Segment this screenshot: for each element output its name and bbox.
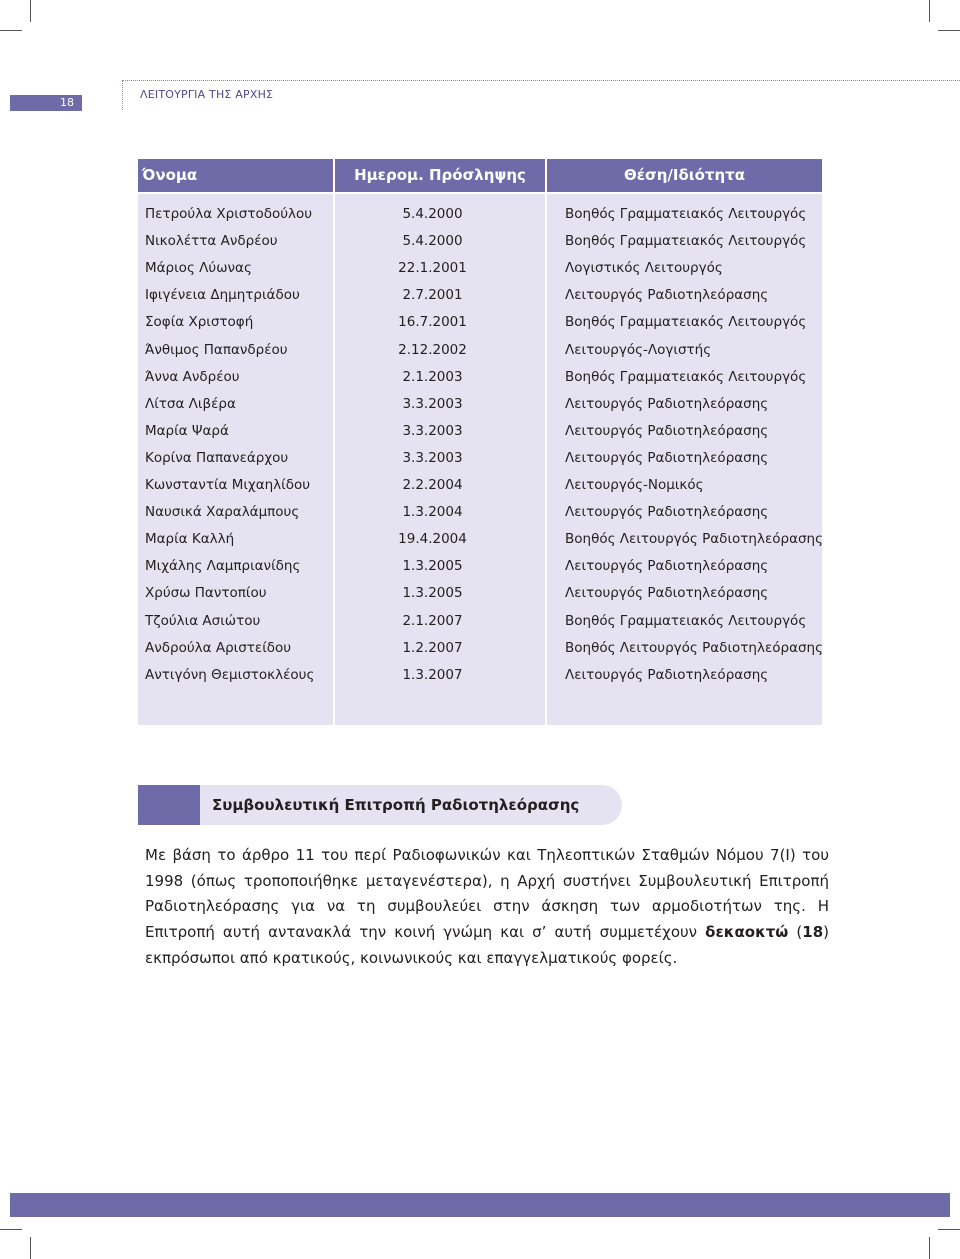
crop-mark xyxy=(30,1237,31,1259)
cell-position: Βοηθός Λειτουργός Ραδιοτηλεόρασης xyxy=(565,531,824,548)
cell-name: Μάριος Λύωνας xyxy=(145,260,252,277)
paragraph-bold-number: 18 xyxy=(802,923,824,942)
cell-hire-date: 19.4.2004 xyxy=(398,531,467,548)
table-row xyxy=(138,228,822,255)
cell-position: Βοηθός Γραμματειακός Λειτουργός xyxy=(565,368,807,385)
cell-hire-date: 22.1.2001 xyxy=(398,260,467,277)
cell-hire-date: 2.12.2002 xyxy=(398,341,467,358)
cell-name: Κορίνα Παπανεάρχου xyxy=(145,449,289,466)
header-rule xyxy=(122,80,960,81)
cell-position: Βοηθός Γραμματειακός Λειτουργός xyxy=(565,206,807,222)
table-row xyxy=(138,391,822,418)
table-row xyxy=(138,553,822,580)
cell-name: Χρύσω Παντοπίου xyxy=(145,585,267,602)
cell-position: Λειτουργός Ραδιοτηλεόρασης xyxy=(565,585,769,602)
cell-hire-date: 2.1.2003 xyxy=(402,368,463,385)
paragraph-text: Με βάση το άρθρο 11 του περί Ραδιοφωνικών και Τηλεοπτικών Σταθμών Νόμου 7(Ι) του 1998 (όπως τροποποιήθηκε μεταγενέστερα), η Αρχή συστήνει Συμβουλευτική Επιτροπή Ραδιοτηλεόρασης για να τη συμβουλεύει στην άσκηση των αρμοδιοτήτων της. Η Επιτροπή αυτή αντανακλά την κοινή γνώμη και σ’ αυτή συμμετέχουν xyxy=(145,846,829,942)
cell-name: Ανδρούλα Αριστείδου xyxy=(145,639,292,656)
table-row xyxy=(138,201,822,228)
cell-position: Λειτουργός Ραδιοτηλεόρασης xyxy=(565,558,769,575)
cell-hire-date: 3.3.2003 xyxy=(402,422,463,439)
cell-hire-date: 3.3.2003 xyxy=(402,449,463,466)
cell-position: Λειτουργός Ραδιοτηλεόρασης xyxy=(565,504,769,521)
cell-name: Νικολέττα Ανδρέου xyxy=(145,233,278,250)
crop-mark xyxy=(0,1229,22,1230)
cell-name: Άνθιμος Παπανδρέου xyxy=(145,341,288,358)
cell-position: Λειτουργός Ραδιοτηλεόρασης xyxy=(565,395,769,412)
cell-name: Ιφιγένεια Δημητριάδου xyxy=(145,287,300,304)
paragraph-bold-word: δεκαοκτώ xyxy=(705,923,789,942)
table-row xyxy=(138,418,822,445)
page-number: 18 xyxy=(10,95,82,111)
cell-hire-date: 1.3.2005 xyxy=(402,585,463,602)
column-header-name: Όνομα xyxy=(138,159,333,192)
crop-mark xyxy=(938,30,960,31)
table-row xyxy=(138,445,822,472)
table-row xyxy=(138,337,822,364)
cell-position: Λειτουργός Ραδιοτηλεόρασης xyxy=(565,666,769,683)
footer-bar xyxy=(10,1193,950,1217)
cell-name: Λίτσα Λιβέρα xyxy=(145,395,236,412)
cell-hire-date: 16.7.2001 xyxy=(398,314,467,331)
cell-hire-date: 2.7.2001 xyxy=(402,287,463,304)
crop-mark xyxy=(929,1237,930,1259)
table-row xyxy=(138,608,822,635)
cell-name: Αντιγόνη Θεμιστοκλέους xyxy=(145,666,315,683)
column-header-position: Θέση/Ιδιότητα xyxy=(547,159,822,192)
cell-name: Κωνσταντία Μιχαηλίδου xyxy=(145,477,311,493)
cell-name: Άννα Ανδρέου xyxy=(145,368,240,385)
cell-position: Βοηθός Γραμματειακός Λειτουργός xyxy=(565,612,807,629)
cell-name: Τζούλια Ασιώτου xyxy=(145,612,261,629)
table-row xyxy=(138,255,822,282)
cell-hire-date: 5.4.2000 xyxy=(402,206,463,222)
cell-hire-date: 5.4.2000 xyxy=(402,233,463,250)
cell-name: Πετρούλα Χριστοδούλου xyxy=(145,206,313,222)
cell-position: Λειτουργός Ραδιοτηλεόρασης xyxy=(565,287,769,304)
table-row xyxy=(138,282,822,309)
cell-position: Λειτουργός-Νομικός xyxy=(565,477,704,493)
crop-mark xyxy=(0,30,22,31)
cell-position: Βοηθός Γραμματειακός Λειτουργός xyxy=(565,233,807,250)
cell-name: Σοφία Χριστοφή xyxy=(145,314,254,331)
cell-hire-date: 1.2.2007 xyxy=(402,639,463,656)
cell-name: Μαρία Ψαρά xyxy=(145,422,229,439)
column-header-hire-date: Ημερομ. Πρόσληψης xyxy=(335,159,545,192)
section-title: ΛΕΙΤΟΥΡΓΙΑ ΤΗΣ ΑΡΧΗΣ xyxy=(140,88,274,101)
cell-position: Λειτουργός-Λογιστής xyxy=(565,341,712,358)
cell-name: Ναυσικά Χαραλάμπους xyxy=(145,504,300,521)
table-row xyxy=(138,472,822,499)
header-tick xyxy=(122,80,123,110)
cell-hire-date: 3.3.2003 xyxy=(402,395,463,412)
cell-position: Λειτουργός Ραδιοτηλεόρασης xyxy=(565,422,769,439)
table-row xyxy=(138,662,822,689)
section-heading-bar xyxy=(138,785,622,825)
heading-accent xyxy=(138,785,200,825)
cell-hire-date: 2.2.2004 xyxy=(402,477,463,493)
cell-position: Λειτουργός Ραδιοτηλεόρασης xyxy=(565,449,769,466)
cell-hire-date: 1.3.2004 xyxy=(402,504,463,521)
table-row xyxy=(138,635,822,662)
table-row xyxy=(138,309,822,336)
table-row xyxy=(138,499,822,526)
crop-mark xyxy=(929,0,930,22)
cell-name: Μαρία Καλλή xyxy=(145,531,235,548)
cell-name: Μιχάλης Λαμπριανίδης xyxy=(145,558,301,575)
crop-mark xyxy=(938,1229,960,1230)
paragraph-text: ( xyxy=(788,923,803,942)
cell-hire-date: 2.1.2007 xyxy=(402,612,463,629)
table-row xyxy=(138,580,822,607)
table-row xyxy=(138,364,822,391)
paragraph-text: ) εκπρόσωποι από κρατικούς, κοινωνικούς και επαγγελματικούς φορείς. xyxy=(145,923,830,967)
crop-mark xyxy=(30,0,31,22)
cell-position: Βοηθός Λειτουργός Ραδιοτηλεόρασης xyxy=(565,639,824,656)
cell-hire-date: 1.3.2007 xyxy=(402,666,463,683)
cell-position: Λογιστικός Λειτουργός xyxy=(565,260,723,277)
cell-hire-date: 1.3.2005 xyxy=(402,558,463,575)
cell-position: Βοηθός Γραμματειακός Λειτουργός xyxy=(565,314,807,331)
staff-table xyxy=(138,159,822,725)
committee-paragraph xyxy=(145,843,829,972)
table-row xyxy=(138,526,822,553)
section-heading: Συμβουλευτική Επιτροπή Ραδιοτηλεόρασης xyxy=(212,796,580,814)
